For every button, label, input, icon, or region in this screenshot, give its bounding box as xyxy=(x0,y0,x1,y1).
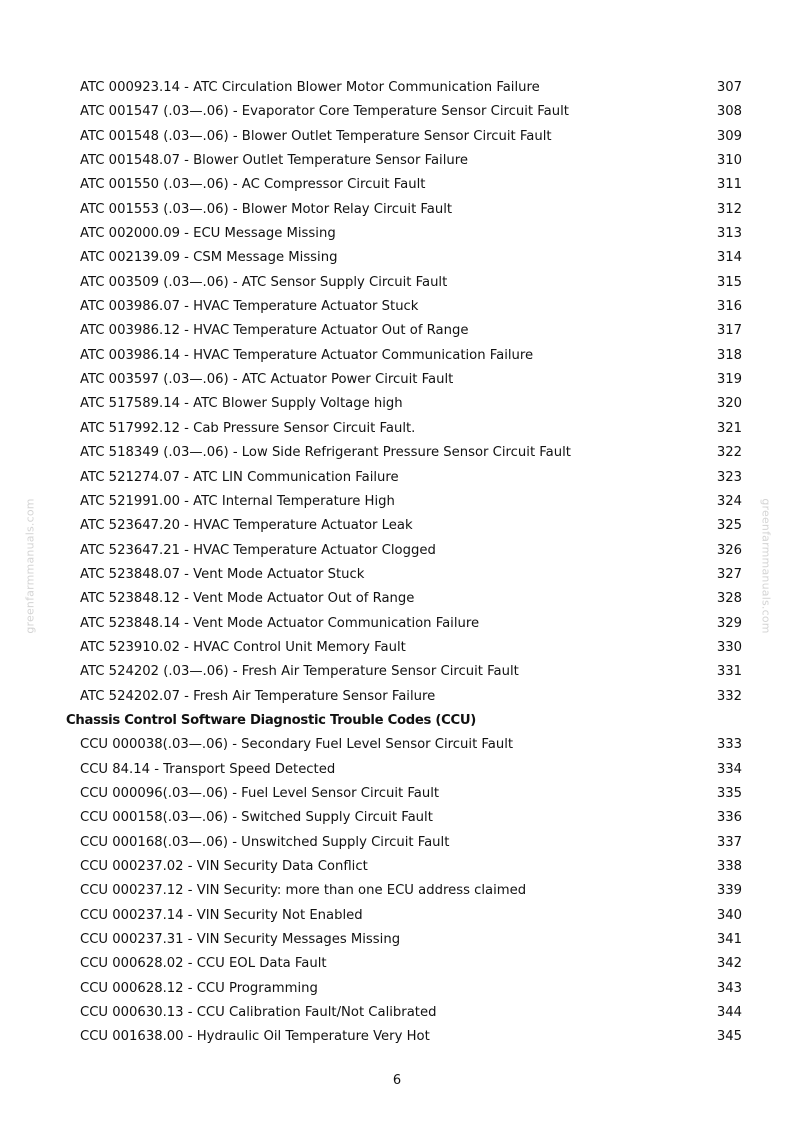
toc-entry-title: ATC 517589.14 - ATC Blower Supply Voltage high xyxy=(80,396,403,412)
toc-entry-page-number: 313 xyxy=(716,226,742,242)
toc-section-heading[interactable] xyxy=(0,709,794,733)
toc-entry-page-number: 322 xyxy=(716,445,742,461)
toc-entry-page-number: 318 xyxy=(716,347,742,363)
toc-entry[interactable] xyxy=(0,733,794,757)
toc-entry[interactable] xyxy=(0,173,794,197)
toc-entry[interactable] xyxy=(0,952,794,976)
toc-entry-title: ATC 003509 (.03—.06) - ATC Sensor Supply Circuit Fault xyxy=(80,274,448,290)
toc-entry[interactable] xyxy=(0,417,794,441)
watermark-left: greenfarmmanuals.com xyxy=(23,498,37,634)
toc-entry-page-number: 307 xyxy=(716,80,742,95)
toc-entry[interactable] xyxy=(0,271,794,295)
toc-entry-title: ATC 003986.14 - HVAC Temperature Actuator Communication Failure xyxy=(80,347,534,363)
toc-entry-title: CCU 000628.12 - CCU Programming xyxy=(80,980,318,996)
toc-entry-title: CCU 000628.02 - CCU EOL Data Fault xyxy=(80,956,327,972)
toc-entry-title: ATC 521991.00 - ATC Internal Temperature High xyxy=(80,493,395,509)
toc-entry[interactable] xyxy=(0,1001,794,1025)
toc-entry-title: CCU 000168(.03—.06) - Unswitched Supply Circuit Fault xyxy=(80,834,450,850)
toc-entry-page-number: 331 xyxy=(716,664,742,680)
toc-entry-page-number: 312 xyxy=(716,201,742,217)
toc-entry-title: CCU 000237.02 - VIN Security Data Conflict xyxy=(80,859,368,874)
toc-entry-title: ATC 001548.07 - Blower Outlet Temperature Sensor Failure xyxy=(80,153,468,169)
toc-entry-page-number: 329 xyxy=(716,615,742,631)
toc-entry[interactable] xyxy=(0,563,794,587)
toc-entry-title: ATC 001553 (.03—.06) - Blower Motor Relay Circuit Fault xyxy=(80,201,453,217)
toc-entry-page-number: 340 xyxy=(716,907,742,923)
toc-entry-title: ATC 001548 (.03—.06) - Blower Outlet Temperature Sensor Circuit Fault xyxy=(80,128,552,144)
toc-entry[interactable] xyxy=(0,125,794,149)
toc-entry-page-number: 315 xyxy=(716,274,742,290)
toc-entry[interactable] xyxy=(0,222,794,246)
toc-entry-title: ATC 523848.14 - Vent Mode Actuator Communication Failure xyxy=(80,615,480,631)
toc-entry[interactable] xyxy=(0,368,794,392)
toc-entry-title: ATC 000923.14 - ATC Circulation Blower Motor Communication Failure xyxy=(80,80,540,95)
toc-entry[interactable] xyxy=(0,149,794,173)
toc-entry[interactable] xyxy=(0,587,794,611)
toc-entry-page-number: 326 xyxy=(716,542,742,558)
watermark-right: greenfarmmanuals.com xyxy=(759,498,773,634)
toc-entry-title: CCU 000237.12 - VIN Security: more than one ECU address claimed xyxy=(80,883,527,899)
toc-entry-title: ATC 003986.07 - HVAC Temperature Actuator Stuck xyxy=(80,299,419,315)
toc-entry-page-number: 324 xyxy=(716,493,742,509)
toc-entry[interactable] xyxy=(0,685,794,709)
toc-entry[interactable] xyxy=(0,612,794,636)
toc-entry-title: CCU 000038(.03—.06) - Secondary Fuel Level Sensor Circuit Fault xyxy=(80,737,514,753)
toc-entry-title: ATC 524202 (.03—.06) - Fresh Air Temperature Sensor Circuit Fault xyxy=(80,664,519,680)
toc-entry-title: CCU 84.14 - Transport Speed Detected xyxy=(80,761,336,777)
toc-entry-title: CCU 000158(.03—.06) - Switched Supply Circuit Fault xyxy=(80,810,433,826)
toc-entry[interactable] xyxy=(0,904,794,928)
toc-entry-title: ATC 001547 (.03—.06) - Evaporator Core Temperature Sensor Circuit Fault xyxy=(80,104,569,120)
toc-entry-title: ATC 003986.12 - HVAC Temperature Actuator Out of Range xyxy=(80,323,469,339)
toc-entry[interactable] xyxy=(0,539,794,563)
toc-entry-page-number: 309 xyxy=(716,128,742,144)
toc-entry-title: ATC 523848.07 - Vent Mode Actuator Stuck xyxy=(80,566,365,582)
toc-entry[interactable] xyxy=(0,977,794,1001)
toc-entry[interactable] xyxy=(0,660,794,684)
toc-entry-page-number: 336 xyxy=(716,810,742,826)
toc-entry-title: ATC 521274.07 - ATC LIN Communication Failure xyxy=(80,469,399,485)
toc-entry[interactable] xyxy=(0,100,794,124)
toc-entry[interactable] xyxy=(0,392,794,416)
toc-entry-page-number: 334 xyxy=(716,761,742,777)
toc-entry-page-number: 338 xyxy=(716,859,742,874)
toc-entry-page-number: 342 xyxy=(716,956,742,972)
toc-entry-title: ATC 001550 (.03—.06) - AC Compressor Circuit Fault xyxy=(80,177,426,193)
toc-entry[interactable] xyxy=(0,319,794,343)
toc-entry-page-number: 330 xyxy=(716,639,742,655)
toc-entry[interactable] xyxy=(0,295,794,319)
toc-entry[interactable] xyxy=(0,831,794,855)
toc-entry-page-number: 328 xyxy=(716,591,742,607)
toc-entry[interactable] xyxy=(0,441,794,465)
toc-entry-page-number: 325 xyxy=(716,518,742,534)
toc-entry-title: ATC 523848.12 - Vent Mode Actuator Out of Range xyxy=(80,591,415,607)
toc-entry-page-number: 311 xyxy=(716,177,742,193)
toc-entry[interactable] xyxy=(0,198,794,222)
toc-entry[interactable] xyxy=(0,1025,794,1049)
toc-entry-title: ATC 523910.02 - HVAC Control Unit Memory Fault xyxy=(80,639,406,655)
page-number: 6 xyxy=(392,1073,402,1088)
toc-entry[interactable] xyxy=(0,490,794,514)
toc-entry[interactable] xyxy=(0,758,794,782)
toc-entry-page-number: 332 xyxy=(716,688,742,704)
toc-entry[interactable] xyxy=(0,806,794,830)
toc-entry-title: CCU 000237.31 - VIN Security Messages Missing xyxy=(80,932,401,948)
toc-entry[interactable] xyxy=(0,246,794,270)
toc-entry[interactable] xyxy=(0,344,794,368)
toc-entry-title: ATC 003597 (.03—.06) - ATC Actuator Power Circuit Fault xyxy=(80,372,454,388)
toc-entry-title: ATC 002139.09 - CSM Message Missing xyxy=(80,250,338,266)
toc-entry-title: ATC 523647.21 - HVAC Temperature Actuator Clogged xyxy=(80,542,436,558)
toc-entry[interactable] xyxy=(0,879,794,903)
toc-entry-page-number: 308 xyxy=(716,104,742,120)
toc-entry-title: ATC 523647.20 - HVAC Temperature Actuator Leak xyxy=(80,518,413,534)
toc-entry-page-number: 317 xyxy=(716,323,742,339)
toc-entry-page-number: 343 xyxy=(716,980,742,996)
toc-entry-title: ATC 002000.09 - ECU Message Missing xyxy=(80,226,336,242)
toc-entry-page-number: 314 xyxy=(716,250,742,266)
toc-entry-page-number: 321 xyxy=(716,420,742,436)
toc-entry-title: CCU 000630.13 - CCU Calibration Fault/Not Calibrated xyxy=(80,1005,437,1021)
toc-entry-page-number: 310 xyxy=(716,153,742,169)
section-title: Chassis Control Software Diagnostic Trouble Codes (CCU) xyxy=(66,712,476,728)
toc-entry-title: ATC 518349 (.03—.06) - Low Side Refrigerant Pressure Sensor Circuit Fault xyxy=(80,445,571,461)
toc-entry-page-number: 316 xyxy=(716,299,742,315)
toc-entry-page-number: 333 xyxy=(716,737,742,753)
toc-entry-page-number: 344 xyxy=(716,1005,742,1021)
toc-entry[interactable] xyxy=(0,782,794,806)
toc-entry-page-number: 319 xyxy=(716,372,742,388)
toc-entry-page-number: 337 xyxy=(716,834,742,850)
table-of-contents xyxy=(0,76,794,1050)
toc-entry[interactable] xyxy=(0,636,794,660)
toc-entry-title: CCU 000096(.03—.06) - Fuel Level Sensor Circuit Fault xyxy=(80,785,440,801)
toc-entry-page-number: 323 xyxy=(716,469,742,485)
toc-entry-page-number: 335 xyxy=(716,785,742,801)
toc-entry-title: CCU 000237.14 - VIN Security Not Enabled xyxy=(80,907,363,923)
toc-entry-page-number: 341 xyxy=(716,932,742,948)
toc-entry[interactable] xyxy=(0,928,794,952)
toc-entry-page-number: 339 xyxy=(716,883,742,899)
toc-entry-page-number: 345 xyxy=(716,1029,742,1045)
toc-entry-title: CCU 001638.00 - Hydraulic Oil Temperature Very Hot xyxy=(80,1029,430,1045)
toc-entry-page-number: 327 xyxy=(716,566,742,582)
toc-entry[interactable] xyxy=(0,76,794,100)
toc-entry[interactable] xyxy=(0,855,794,879)
toc-entry-title: ATC 517992.12 - Cab Pressure Sensor Circuit Fault. xyxy=(80,420,416,436)
toc-entry-page-number: 320 xyxy=(716,396,742,412)
toc-entry[interactable] xyxy=(0,466,794,490)
toc-entry[interactable] xyxy=(0,514,794,538)
toc-entry-title: ATC 524202.07 - Fresh Air Temperature Sensor Failure xyxy=(80,688,436,704)
